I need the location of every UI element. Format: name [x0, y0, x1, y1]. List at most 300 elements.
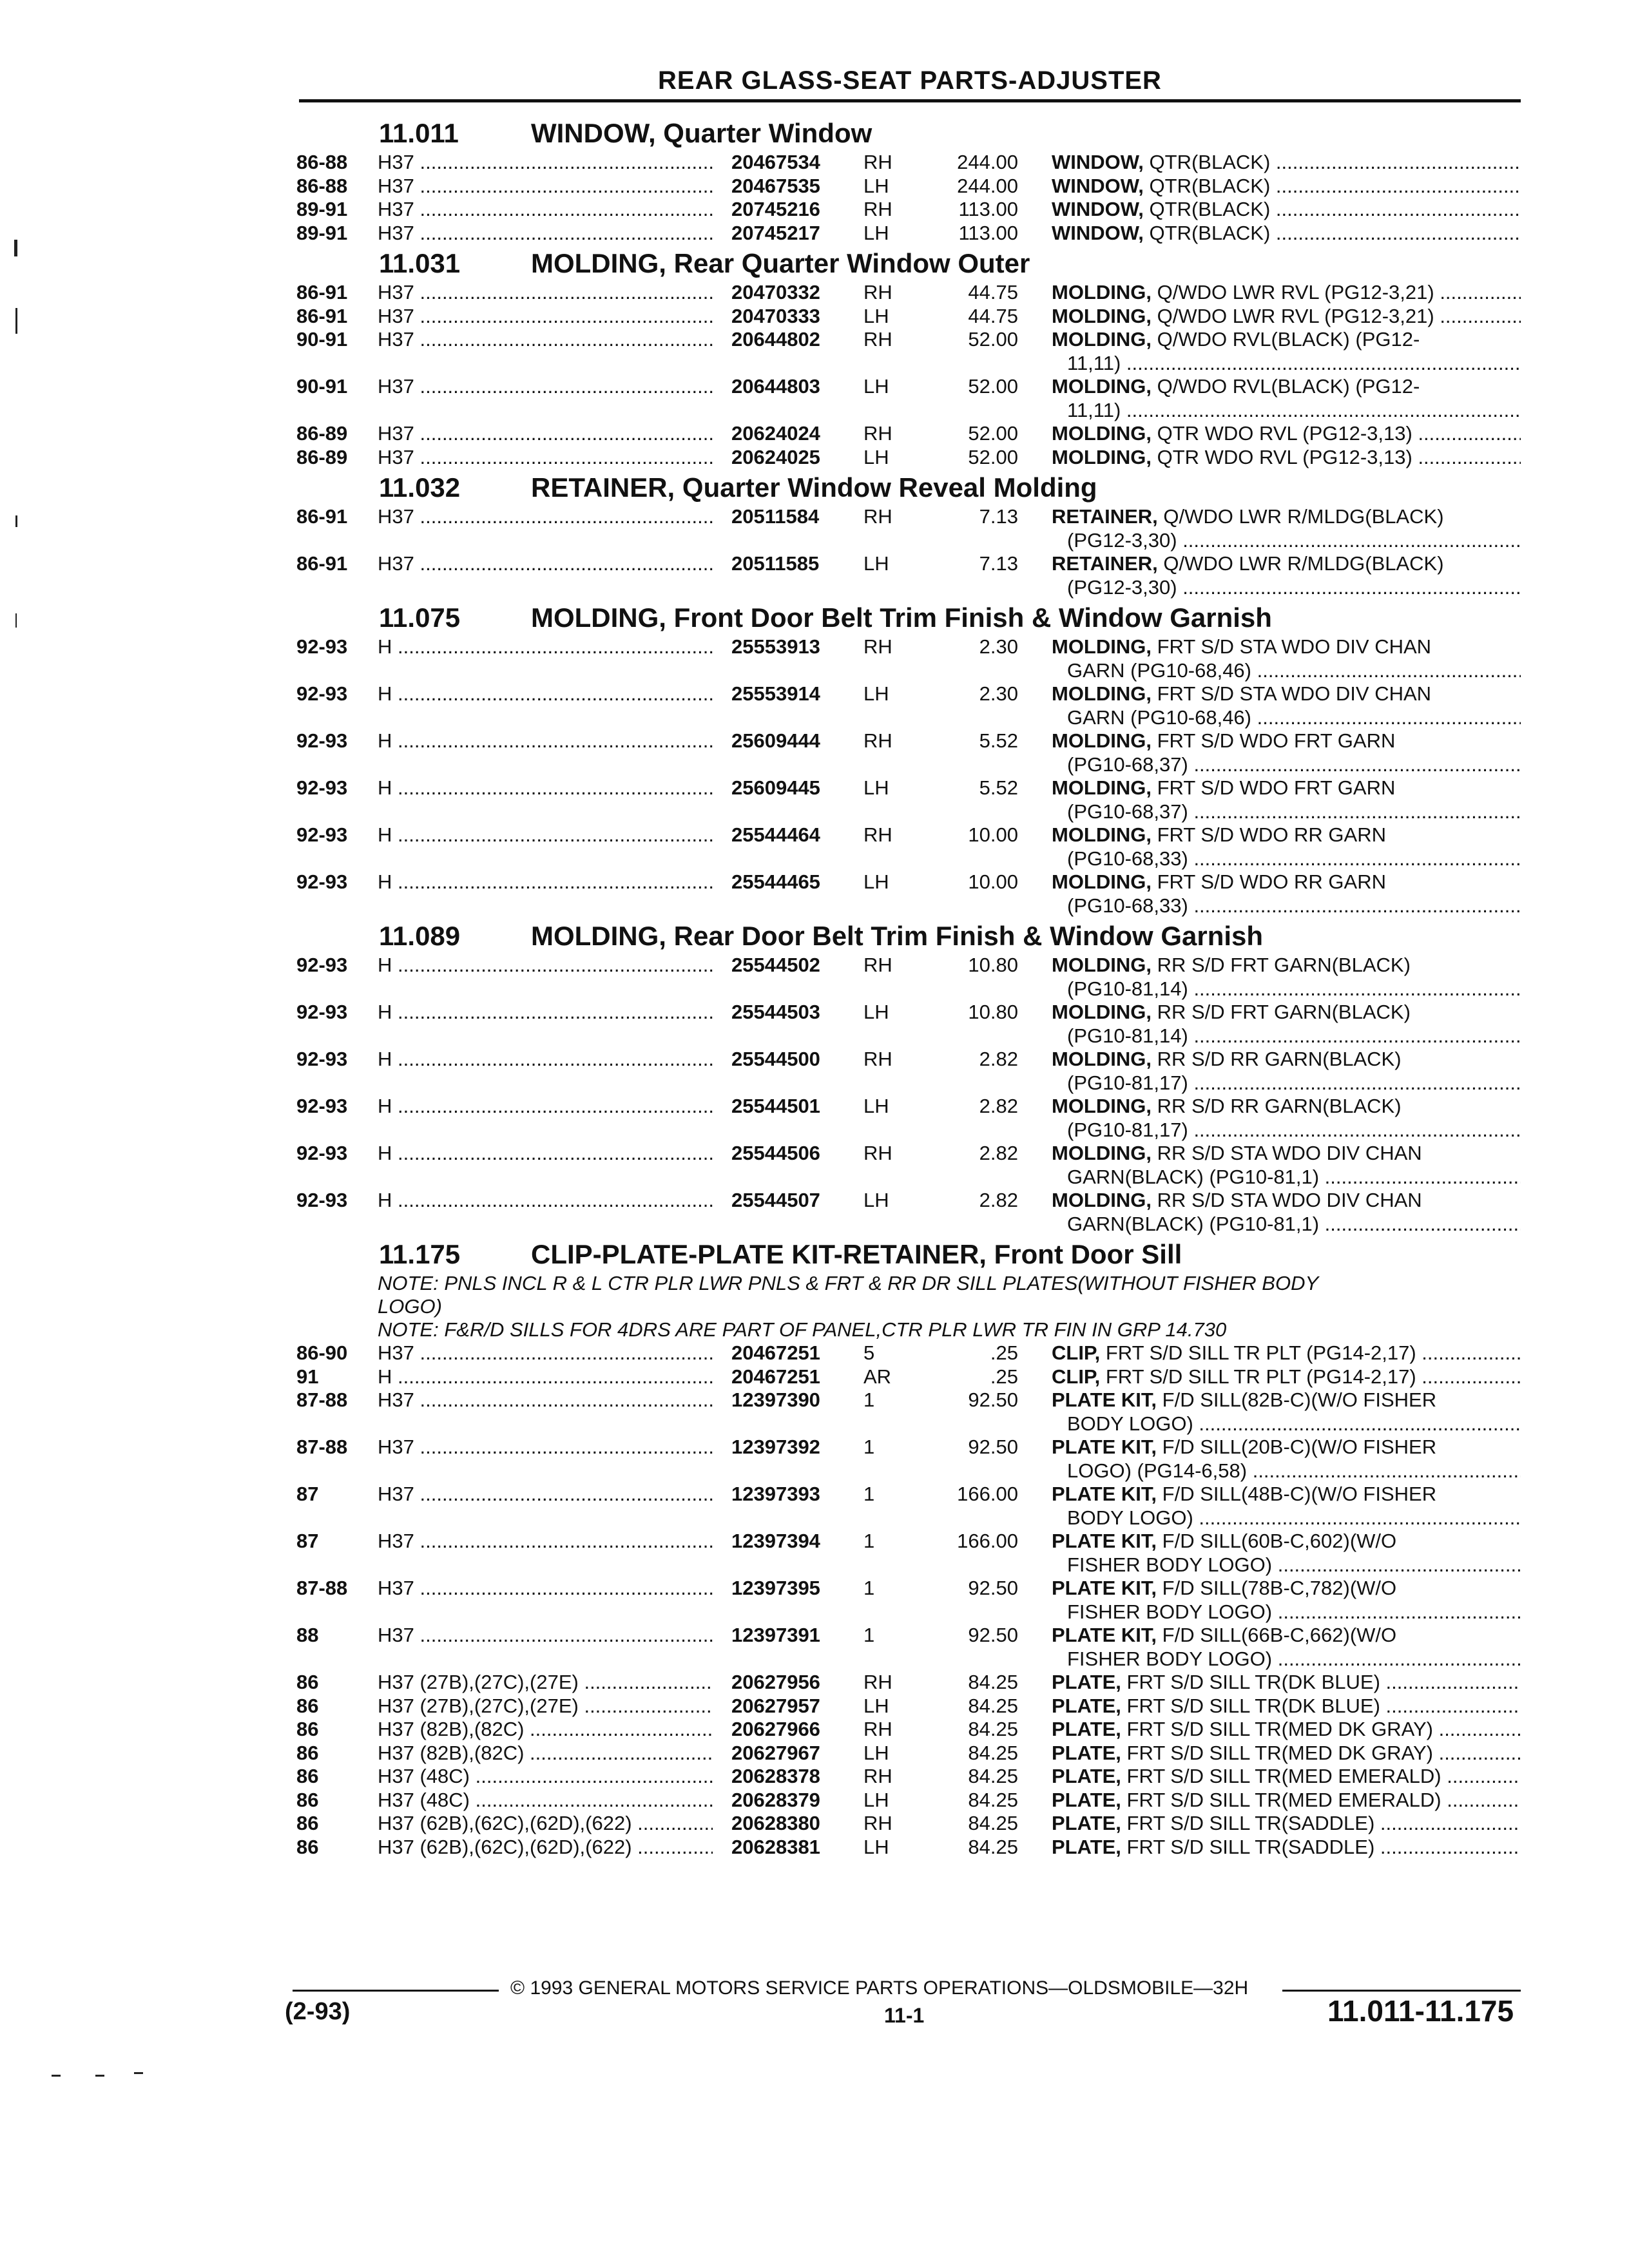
model-years: 92-93	[296, 682, 348, 705]
body-model: H37 .....	[378, 222, 713, 245]
description-text: F/D SILL(78B-C,782)(W/O	[1157, 1577, 1397, 1599]
margin-mark	[134, 2072, 143, 2074]
parts-row	[296, 552, 1524, 599]
list-price: 84.25	[968, 1671, 1018, 1693]
model-years: 86-89	[296, 445, 348, 468]
side-qty: RH	[863, 1812, 892, 1834]
part-number: 12397395	[731, 1577, 820, 1599]
model-years: 92-93	[296, 776, 348, 799]
list-price: 84.25	[968, 1765, 1018, 1787]
description-line	[1052, 1048, 1521, 1072]
description-keyword: CLIP,	[1052, 1365, 1101, 1388]
description-text: FRT S/D SILL TR(DK BLUE)	[1121, 1671, 1380, 1693]
section-heading	[296, 1236, 1524, 1272]
part-number: 25544500	[731, 1048, 820, 1070]
description-text: F/D SILL(82B-C)(W/O FISHER	[1157, 1389, 1437, 1411]
model-years: 89-91	[296, 198, 348, 220]
body-model: H37 .....	[378, 305, 713, 329]
description-line	[1052, 305, 1521, 329]
model-years: 92-93	[296, 823, 348, 846]
list-price: 5.52	[979, 729, 1018, 752]
margin-mark	[15, 515, 17, 527]
parts-row	[296, 954, 1524, 1001]
section-note: NOTE: F&R/D SILLS FOR 4DRS ARE PART OF PANEL,CTR PLR LWR TR FIN IN GRP 14.730	[378, 1318, 1227, 1341]
description-text: Q/WDO LWR RVL (PG12-3,21)	[1152, 304, 1434, 327]
side-qty: LH	[863, 445, 889, 468]
description-line	[1052, 375, 1521, 399]
part-number: 20627957	[731, 1694, 820, 1717]
list-price: 52.00	[968, 328, 1018, 351]
body-model: H37 (82B),(82C) .....	[378, 1718, 713, 1742]
side-qty: 1	[863, 1577, 875, 1599]
side-qty: LH	[863, 776, 889, 799]
part-description	[1052, 1624, 1521, 1671]
description-continuation: GARN(BLACK) (PG10-81,1) .....	[1052, 1166, 1521, 1189]
part-description	[1052, 446, 1521, 470]
parts-row	[296, 446, 1524, 470]
model-years: 86-88	[296, 174, 348, 197]
body-model: H37 (48C) .....	[378, 1789, 713, 1812]
parts-row	[296, 776, 1524, 823]
parts-row	[296, 1671, 1524, 1695]
description-keyword: MOLDING,	[1052, 635, 1152, 658]
part-number: 20628381	[731, 1835, 820, 1858]
footer-rule-right	[1282, 1990, 1521, 1992]
parts-row	[296, 1095, 1524, 1142]
model-years: 92-93	[296, 1142, 348, 1164]
description-keyword: WINDOW,	[1052, 198, 1144, 220]
part-description	[1052, 1577, 1521, 1624]
description-line	[1052, 954, 1521, 977]
model-years: 86-91	[296, 304, 348, 327]
body-model: H37 .....	[378, 1483, 713, 1506]
description-text: RR S/D FRT GARN(BLACK)	[1152, 1001, 1411, 1023]
description-line	[1052, 1765, 1521, 1789]
model-years: 86-90	[296, 1341, 348, 1364]
model-years: 86	[296, 1718, 319, 1740]
part-number: 25544465	[731, 870, 820, 893]
section-number: 11.011	[379, 118, 459, 148]
part-number: 20745216	[731, 198, 820, 220]
model-years: 87-88	[296, 1436, 348, 1458]
description-keyword: PLATE KIT,	[1052, 1577, 1157, 1599]
footer-rule-left	[293, 1990, 499, 1992]
part-number: 25553913	[731, 635, 820, 658]
side-qty: LH	[863, 221, 889, 244]
description-line	[1052, 1365, 1521, 1389]
parts-row	[296, 222, 1524, 245]
description-continuation: FISHER BODY LOGO) .....	[1052, 1600, 1521, 1624]
description-keyword: MOLDING,	[1052, 870, 1152, 893]
part-description	[1052, 305, 1521, 329]
side-qty: RH	[863, 281, 892, 303]
body-model: H37 .....	[378, 375, 713, 399]
description-line	[1052, 151, 1521, 175]
margin-mark	[15, 308, 17, 334]
list-price: 113.00	[958, 198, 1018, 220]
list-price: 84.25	[968, 1694, 1018, 1717]
side-qty: LH	[863, 304, 889, 327]
part-number: 20644803	[731, 375, 820, 398]
description-line	[1052, 1671, 1521, 1695]
description-continuation: GARN (PG10-68,46) .....	[1052, 659, 1521, 683]
description-continuation: (PG10-81,17) .....	[1052, 1119, 1521, 1142]
description-text: Q/WDO RVL(BLACK) (PG12-	[1152, 328, 1420, 351]
description-text: FRT S/D SILL TR(MED EMERALD)	[1121, 1765, 1441, 1787]
description-keyword: WINDOW,	[1052, 151, 1144, 173]
description-text: QTR(BLACK)	[1143, 174, 1271, 197]
side-qty: RH	[863, 151, 892, 173]
list-price: 113.00	[958, 221, 1018, 244]
list-price: 44.75	[968, 281, 1018, 303]
description-keyword: PLATE,	[1052, 1765, 1121, 1787]
description-keyword: RETAINER,	[1052, 552, 1158, 575]
parts-listing	[296, 115, 1524, 1859]
parts-row	[296, 1812, 1524, 1836]
description-line	[1052, 1436, 1521, 1459]
parts-row	[296, 635, 1524, 682]
model-years: 86	[296, 1788, 319, 1811]
side-qty: 5	[863, 1341, 875, 1364]
section-heading	[296, 918, 1524, 954]
description-text: RR S/D STA WDO DIV CHAN	[1152, 1142, 1422, 1164]
parts-row	[296, 281, 1524, 305]
part-description	[1052, 729, 1521, 776]
model-years: 92-93	[296, 1001, 348, 1023]
description-text: FRT S/D SILL TR(MED DK GRAY)	[1121, 1718, 1433, 1740]
parts-row	[296, 305, 1524, 329]
list-price: .25	[990, 1341, 1018, 1364]
parts-row	[296, 1436, 1524, 1483]
section-number: 11.089	[379, 921, 461, 951]
model-years: 92-93	[296, 1095, 348, 1117]
description-keyword: PLATE,	[1052, 1741, 1121, 1764]
body-model: H37 .....	[378, 1341, 713, 1365]
description-text: FRT S/D STA WDO DIV CHAN	[1152, 682, 1432, 705]
part-description	[1052, 198, 1521, 222]
part-number: 12397391	[731, 1624, 820, 1646]
part-number: 12397394	[731, 1530, 820, 1552]
description-keyword: MOLDING,	[1052, 682, 1152, 705]
part-description	[1052, 1048, 1521, 1095]
list-price: 10.00	[968, 870, 1018, 893]
part-description	[1052, 1095, 1521, 1142]
part-number: 20624024	[731, 422, 820, 445]
description-text: F/D SILL(48B-C)(W/O FISHER	[1157, 1483, 1437, 1505]
body-model: H37 .....	[378, 1577, 713, 1600]
description-text: Q/WDO LWR RVL (PG12-3,21)	[1152, 281, 1434, 303]
description-keyword: MOLDING,	[1052, 422, 1152, 445]
description-text: RR S/D STA WDO DIV CHAN	[1152, 1189, 1422, 1211]
description-text: Q/WDO LWR R/MLDG(BLACK)	[1157, 505, 1444, 528]
part-description	[1052, 1812, 1521, 1836]
body-model: H37 .....	[378, 1436, 713, 1459]
description-keyword: PLATE,	[1052, 1812, 1121, 1834]
part-number: 20467534	[731, 151, 820, 173]
description-keyword: MOLDING,	[1052, 1142, 1152, 1164]
part-description	[1052, 1189, 1521, 1236]
description-text: F/D SILL(60B-C,602)(W/O	[1157, 1530, 1397, 1552]
parts-row	[296, 1836, 1524, 1860]
section-heading	[296, 469, 1524, 505]
section-number: 11.031	[379, 248, 461, 278]
list-price: 10.00	[968, 823, 1018, 846]
model-years: 92-93	[296, 954, 348, 976]
description-keyword: PLATE,	[1052, 1835, 1121, 1858]
model-years: 86	[296, 1671, 319, 1693]
description-text: FRT S/D SILL TR(DK BLUE)	[1121, 1694, 1380, 1717]
part-number: 20624025	[731, 445, 820, 468]
page-header-title: REAR GLASS-SEAT PARTS-ADJUSTER	[658, 66, 1162, 95]
model-years: 92-93	[296, 635, 348, 658]
description-text: QTR(BLACK)	[1143, 151, 1271, 173]
footer-section-range: 11.011-11.175	[1327, 1994, 1514, 2028]
side-qty: RH	[863, 954, 892, 976]
side-qty: RH	[863, 823, 892, 846]
body-model: H37 .....	[378, 151, 713, 175]
parts-row	[296, 1577, 1524, 1624]
side-qty: LH	[863, 174, 889, 197]
parts-row	[296, 1765, 1524, 1789]
description-keyword: PLATE KIT,	[1052, 1483, 1157, 1505]
part-number: 20628380	[731, 1812, 820, 1834]
list-price: 5.52	[979, 776, 1018, 799]
model-years: 92-93	[296, 729, 348, 752]
list-price: 244.00	[957, 151, 1018, 173]
list-price: 84.25	[968, 1812, 1018, 1834]
description-line	[1052, 281, 1521, 305]
part-number: 25553914	[731, 682, 820, 705]
description-keyword: MOLDING,	[1052, 304, 1152, 327]
description-line	[1052, 1836, 1521, 1860]
list-price: 2.82	[979, 1095, 1018, 1117]
side-qty: AR	[863, 1365, 892, 1388]
side-qty: RH	[863, 1142, 892, 1164]
part-number: 20467535	[731, 174, 820, 197]
description-text: Q/WDO LWR R/MLDG(BLACK)	[1157, 552, 1444, 575]
parts-row	[296, 505, 1524, 552]
body-model: H37 .....	[378, 446, 713, 470]
list-price: 84.25	[968, 1835, 1018, 1858]
list-price: 84.25	[968, 1741, 1018, 1764]
body-model: H .....	[378, 954, 713, 977]
body-model: H37 .....	[378, 422, 713, 446]
description-text: FRT S/D SILL TR(MED DK GRAY)	[1121, 1741, 1433, 1764]
side-qty: 1	[863, 1530, 875, 1552]
description-line	[1052, 1624, 1521, 1648]
parts-row	[296, 375, 1524, 422]
description-text: FRT S/D SILL TR(SADDLE)	[1121, 1835, 1375, 1858]
side-qty: RH	[863, 328, 892, 351]
part-number: 25609445	[731, 776, 820, 799]
description-text: FRT S/D WDO RR GARN	[1152, 870, 1386, 893]
list-price: 7.13	[979, 552, 1018, 575]
description-line	[1052, 1483, 1521, 1506]
body-model: H37 .....	[378, 1624, 713, 1648]
description-text: FRT S/D WDO FRT GARN	[1152, 729, 1396, 752]
side-qty: LH	[863, 552, 889, 575]
model-years: 90-91	[296, 375, 348, 398]
model-years: 92-93	[296, 1189, 348, 1211]
side-qty: RH	[863, 1048, 892, 1070]
part-description	[1052, 823, 1521, 870]
description-text: FRT S/D SILL TR PLT (PG14-2,17)	[1100, 1365, 1416, 1388]
body-model: H37 .....	[378, 505, 713, 529]
list-price: 2.82	[979, 1142, 1018, 1164]
model-years: 86-91	[296, 505, 348, 528]
body-model: H37 .....	[378, 175, 713, 198]
description-continuation: (PG12-3,30) .....	[1052, 529, 1521, 553]
parts-row	[296, 198, 1524, 222]
section-heading	[296, 115, 1524, 151]
description-continuation: (PG10-81,14) .....	[1052, 1024, 1521, 1048]
part-description	[1052, 870, 1521, 918]
part-number: 25544506	[731, 1142, 820, 1164]
part-number: 20745217	[731, 221, 820, 244]
model-years: 86	[296, 1741, 319, 1764]
description-line	[1052, 1189, 1521, 1213]
side-qty: LH	[863, 1835, 889, 1858]
description-line	[1052, 1742, 1521, 1765]
model-years: 87-88	[296, 1577, 348, 1599]
side-qty: RH	[863, 198, 892, 220]
description-text: F/D SILL(66B-C,662)(W/O	[1157, 1624, 1397, 1646]
description-text: QTR(BLACK)	[1143, 221, 1271, 244]
section-title: CLIP-PLATE-PLATE KIT-RETAINER, Front Door Sill	[531, 1239, 1182, 1269]
part-description	[1052, 1789, 1521, 1812]
part-number: 25609444	[731, 729, 820, 752]
description-line	[1052, 505, 1521, 529]
margin-mark	[95, 2075, 104, 2077]
parts-row	[296, 823, 1524, 870]
body-model: H37 .....	[378, 328, 713, 352]
parts-row	[296, 1142, 1524, 1189]
side-qty: RH	[863, 505, 892, 528]
list-price: 44.75	[968, 304, 1018, 327]
description-line	[1052, 422, 1521, 446]
section-note: NOTE: PNLS INCL R & L CTR PLR LWR PNLS & FRT & RR DR SILL PLATES(WITHOUT FISHER BODY LOGO)	[378, 1272, 1319, 1318]
section-title: MOLDING, Rear Door Belt Trim Finish & Window Garnish	[531, 921, 1264, 951]
list-price: 84.25	[968, 1718, 1018, 1740]
side-qty: RH	[863, 1671, 892, 1693]
side-qty: RH	[863, 635, 892, 658]
description-line	[1052, 1812, 1521, 1836]
side-qty: LH	[863, 870, 889, 893]
parts-row	[296, 151, 1524, 175]
body-model: H .....	[378, 1095, 713, 1119]
description-line	[1052, 198, 1521, 222]
body-model: H37 .....	[378, 1389, 713, 1412]
model-years: 86-91	[296, 552, 348, 575]
parts-row	[296, 1789, 1524, 1812]
model-years: 86	[296, 1835, 319, 1858]
parts-row	[296, 1530, 1524, 1577]
part-description	[1052, 1718, 1521, 1742]
body-model: H .....	[378, 823, 713, 847]
description-line	[1052, 552, 1521, 576]
part-description	[1052, 954, 1521, 1001]
list-price: 7.13	[979, 505, 1018, 528]
part-number: 20627967	[731, 1741, 820, 1764]
section-number: 11.175	[379, 1239, 461, 1269]
part-description	[1052, 1483, 1521, 1530]
description-keyword: PLATE,	[1052, 1694, 1121, 1717]
part-description	[1052, 1695, 1521, 1718]
section-number: 11.032	[379, 472, 461, 503]
body-model: H .....	[378, 870, 713, 894]
body-model: H37 .....	[378, 281, 713, 305]
part-number: 20511584	[731, 505, 820, 528]
body-model: H37 .....	[378, 1530, 713, 1553]
part-number: 12397390	[731, 1389, 820, 1411]
description-text: RR S/D RR GARN(BLACK)	[1152, 1095, 1402, 1117]
parts-row	[296, 870, 1524, 918]
body-model: H .....	[378, 776, 713, 800]
description-keyword: PLATE,	[1052, 1718, 1121, 1740]
description-text: QTR WDO RVL (PG12-3,13)	[1152, 445, 1412, 468]
side-qty: LH	[863, 1189, 889, 1211]
part-description	[1052, 1341, 1521, 1365]
description-keyword: MOLDING,	[1052, 1048, 1152, 1070]
part-description	[1052, 281, 1521, 305]
parts-row	[296, 1001, 1524, 1048]
body-model: H37 .....	[378, 552, 713, 576]
part-number: 20470332	[731, 281, 820, 303]
description-continuation: (PG12-3,30) .....	[1052, 576, 1521, 600]
parts-row	[296, 1718, 1524, 1742]
body-model: H .....	[378, 1365, 713, 1389]
side-qty: LH	[863, 1741, 889, 1764]
description-text: RR S/D RR GARN(BLACK)	[1152, 1048, 1402, 1070]
parts-row	[296, 175, 1524, 198]
side-qty: 1	[863, 1389, 875, 1411]
side-qty: RH	[863, 1718, 892, 1740]
description-line	[1052, 328, 1521, 352]
description-keyword: PLATE,	[1052, 1671, 1121, 1693]
model-years: 88	[296, 1624, 319, 1646]
description-line	[1052, 1341, 1521, 1365]
list-price: 2.82	[979, 1189, 1018, 1211]
description-line	[1052, 1577, 1521, 1600]
description-keyword: PLATE KIT,	[1052, 1389, 1157, 1411]
description-line	[1052, 1789, 1521, 1812]
description-keyword: PLATE KIT,	[1052, 1624, 1157, 1646]
description-text: FRT S/D SILL TR(SADDLE)	[1121, 1812, 1375, 1834]
description-continuation: 11,11) .....	[1052, 352, 1521, 376]
parts-row	[296, 1695, 1524, 1718]
description-keyword: MOLDING,	[1052, 328, 1152, 351]
description-text: FRT S/D WDO FRT GARN	[1152, 776, 1396, 799]
part-number: 20511585	[731, 552, 820, 575]
section-title: WINDOW, Quarter Window	[531, 118, 872, 148]
part-description	[1052, 1742, 1521, 1765]
model-years: 92-93	[296, 1048, 348, 1070]
body-model: H37 (62B),(62C),(62D),(622) .....	[378, 1812, 713, 1836]
description-keyword: MOLDING,	[1052, 281, 1152, 303]
section-heading	[296, 245, 1524, 281]
margin-mark	[52, 2075, 61, 2077]
description-keyword: RETAINER,	[1052, 505, 1158, 528]
description-continuation: (PG10-68,33) .....	[1052, 894, 1521, 918]
description-keyword: MOLDING,	[1052, 729, 1152, 752]
description-continuation: (PG10-68,33) .....	[1052, 847, 1521, 871]
list-price: 92.50	[968, 1436, 1018, 1458]
model-years: 86-91	[296, 281, 348, 303]
description-continuation: (PG10-68,37) .....	[1052, 753, 1521, 777]
body-model: H .....	[378, 1001, 713, 1024]
description-line	[1052, 823, 1521, 847]
parts-row	[296, 422, 1524, 446]
